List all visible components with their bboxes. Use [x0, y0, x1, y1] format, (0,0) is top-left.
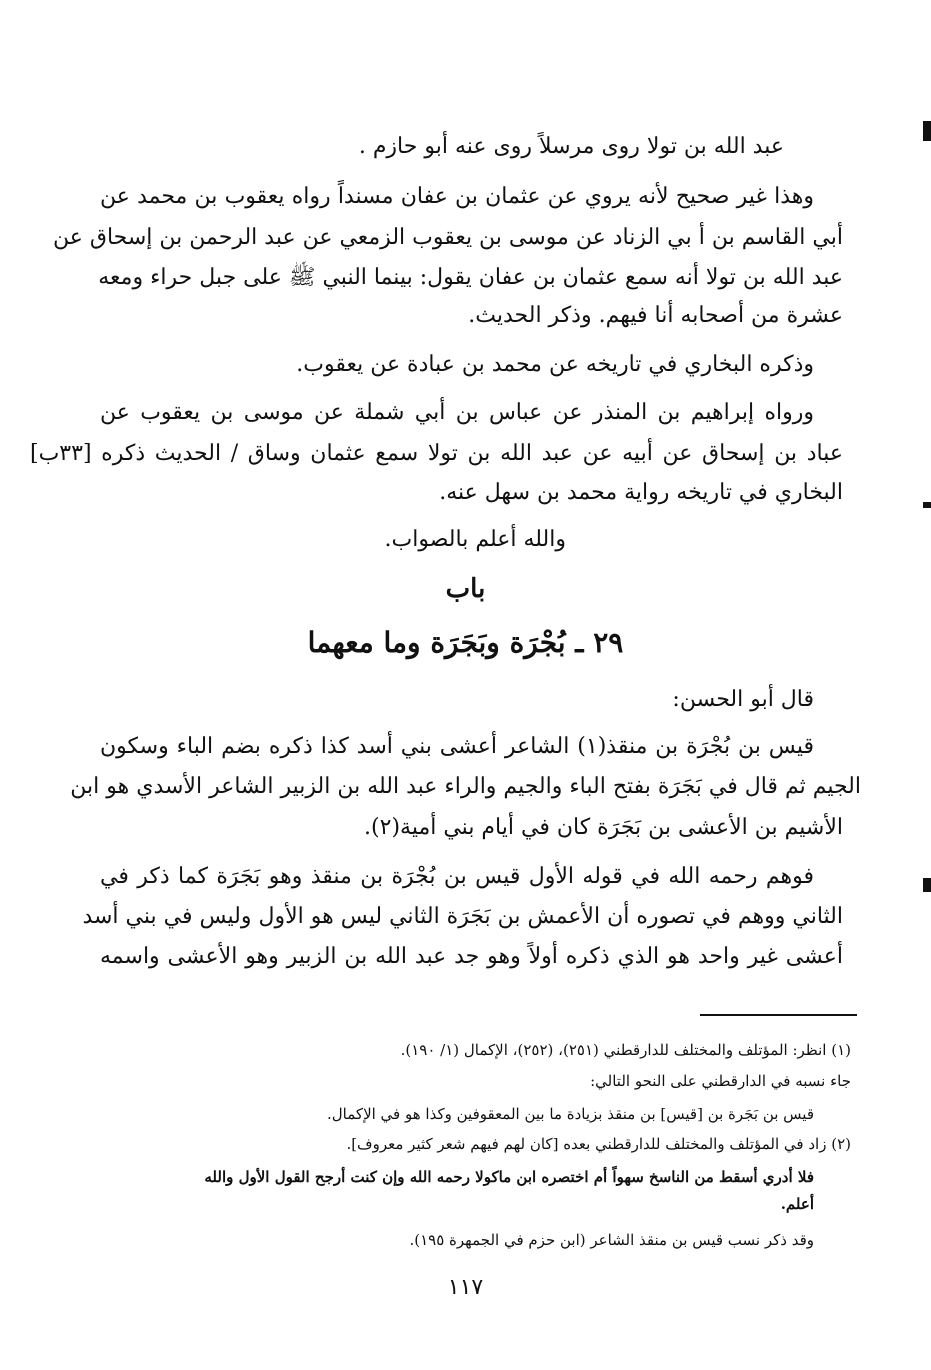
scan-edge-mark	[923, 121, 931, 141]
footnote-separator	[700, 1014, 857, 1016]
footnote-2-cont: أعلم.	[780, 1195, 814, 1213]
body-line: وذكره البخاري في تاريخه عن محمد بن عبادة عن يعقوب.	[296, 352, 814, 377]
body-line: أعشى غير واحد هو الذي ذكره أولاً وهو جد عبد الله بن الزبير وهو الأعشى واسمه	[100, 944, 843, 969]
intro-line: قال أبو الحسن:	[672, 687, 814, 712]
body-line: عبد الله بن تولا روى مرسلاً روى عنه أبو حازم .	[358, 134, 784, 159]
section-title: ٢٩ ـ بُجْرَة وبَجَرَة وما معهما	[307, 626, 624, 659]
body-line: أبي القاسم بن أ بي الزناد عن موسى بن يعقوب الزمعي عن عبد الرحمن بن إسحاق عن	[53, 225, 843, 250]
body-line: فوهم رحمه الله في قوله الأول قيس بن بُجْرَة بن منقذ وهو بَجَرَة كما ذكر في	[100, 864, 814, 889]
body-line: قيس بن بُجْرَة بن منقذ(١) الشاعر أعشى بني أسد كذا ذكره بضم الباء وسكون	[100, 734, 815, 759]
scan-edge-mark	[923, 502, 931, 508]
scan-edge-mark	[923, 878, 931, 892]
body-line: ورواه إبراهيم بن المنذر عن عباس بن أبي شملة عن موسى بن يعقوب عن	[100, 400, 814, 425]
body-line: الجيم ثم قال في بَجَرَة بفتح الباء والجيم والراء عبد الله بن الزبير الشاعر الأسدي هو ابن	[70, 774, 861, 799]
footnote-2-cont: فلا أدري أسقط من الناسخ سهواً أم اختصره ابن ماكولا رحمه الله وإن كنت أرجح القول الأول والله	[204, 1168, 814, 1186]
footnote-1-cont: قيس بن بَجَرة بن [قيس] بن منقذ بزيادة ما بين المعقوفين وكذا هو في الإكمال.	[327, 1105, 814, 1123]
page-number: ١١٧	[447, 1275, 484, 1300]
closing-line: والله أعلم بالصواب.	[384, 527, 566, 552]
footnote-2: (٢) زاد في المؤتلف والمختلف للدارقطني بعده [كان لهم فيهم شعر كثير معروف].	[346, 1135, 851, 1153]
bab-heading: باب	[445, 574, 486, 604]
footnote-1-cont: جاء نسبه في الدارقطني على النحو التالي:	[590, 1072, 851, 1090]
body-line: الثاني ووهم في تصوره أن الأعمش بن بَجَرَة الثاني ليس هو الأول وليس في بني أسد	[82, 904, 843, 929]
body-line: عباد بن إسحاق عن أبيه عن عبد الله بن تولا سمع عثمان وساق / الحديث ذكره [٣٣ب]	[30, 441, 843, 466]
body-line: وهذا غير صحيح لأنه يروي عن عثمان بن عفان مسنداً رواه يعقوب بن محمد عن	[100, 184, 814, 209]
body-line: الأشيم بن الأعشى بن بَجَرَة كان في أيام بني أمية(٢).	[364, 815, 843, 840]
footnote-2-cont: وقد ذكر نسب قيس بن منقذ الشاعر (ابن حزم في الجمهرة ١٩٥).	[409, 1231, 814, 1249]
footnote-1: (١) انظر: المؤتلف والمختلف للدارقطني (٢٥١)، (٢٥٢)، الإكمال (١/ ١٩٠).	[400, 1041, 851, 1059]
body-line: عشرة من أصحابه أنا فيهم. وذكر الحديث.	[468, 303, 843, 328]
body-line: البخاري في تاريخه رواية محمد بن سهل عنه.	[439, 480, 843, 505]
body-line: عبد الله بن تولا أنه سمع عثمان بن عفان يقول: بينما النبي ﷺ على جبل حراء ومعه	[98, 265, 843, 290]
